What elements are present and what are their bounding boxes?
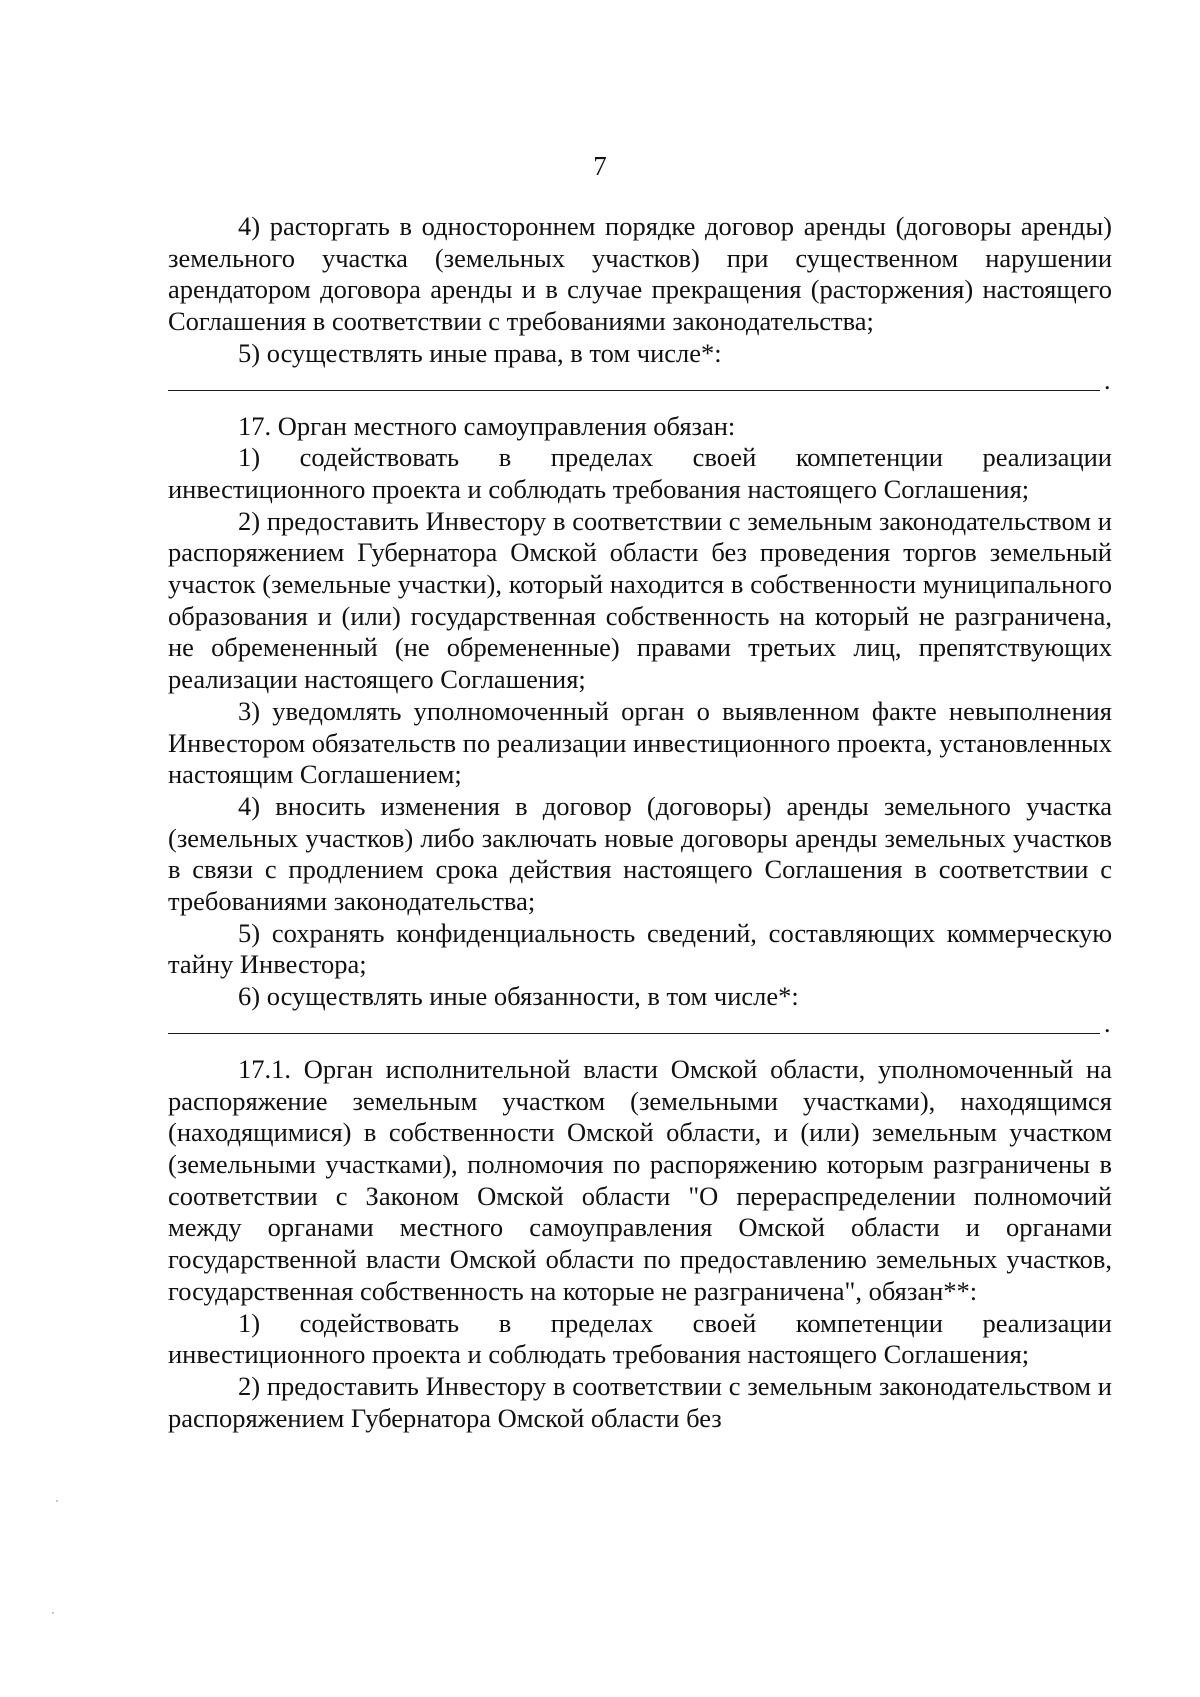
clause-16-item-5: 5) осуществлять иные права, в том числе*: — [238, 337, 722, 368]
clause-17-heading: 17. Орган местного самоуправления обязан: — [238, 410, 736, 441]
clause-17-item-4: 4) вносить изменения в договор (договоры) аренды земельного участка (земельных участков) либо заключать новые договоры аренды земельных участков в связи с продлением срока действия настоящего Соглашения в соответствии с требованиями законодательства; — [168, 790, 1112, 917]
page-number: 7 — [593, 151, 607, 181]
clause-17-1-item-1: 1) содействовать в пределах своей компетенции реализации инвестиционного проекта и соблюдать требования настоящего Соглашения; — [168, 1307, 1112, 1370]
scan-speck — [56, 1500, 58, 1502]
clause-17-item-6: 6) осуществлять иные обязанности, в том числе*: — [238, 981, 799, 1012]
blank-fill-line — [168, 365, 1112, 406]
scan-speck — [52, 1612, 54, 1614]
clause-17-1-heading: 17.1. Орган исполнительной власти Омской области, уполномоченный на распоряжение земельным участком (земельными участками), находящимся (находящимися) в собственности Омской области, и (или) земельным участком (земельными участками), полномочия по распоряжению которым разграничены в соответствии с Законом Омской области "О перераспределении полномочий между органами местного самоуправления Омской области и органами государственной власти Омской области по предоставлению земельных участков, государственная собственность на которые не разграничена", обязан**: — [168, 1053, 1112, 1306]
blank-fill-line — [168, 1008, 1112, 1049]
clause-17-1-item-2: 2) предоставить Инвестору в соответствии с земельным законодательством и распоряжением Губернатора Омской области без — [168, 1370, 1112, 1433]
clause-16-item-4: 4) расторгать в одностороннем порядке договор аренды (договоры аренды) земельного участка (земельных участков) при существенном нарушении арендатором договора аренды и в случае прекращения (расторжения) настоящего Соглашения в соответствии с требованиями законодательства; — [168, 211, 1112, 337]
document-body — [168, 211, 1112, 1434]
fill-line-period: . — [1104, 1008, 1111, 1038]
clause-17-item-2: 2) предоставить Инвестору в соответствии с земельным законодательством и распоряжением Губернатора Омской области без проведения торгов земельный участок (земельные участки), который находится в собственности муниципального образования и (или) государственная собственность на который не разграничена, не обремененный (не обремененные) правами третьих лиц, препятствующих реализации настоящего Соглашения; — [168, 505, 1112, 695]
clause-17-item-1: 1) содействовать в пределах своей компетенции реализации инвестиционного проекта и соблюдать требования настоящего Соглашения; — [168, 442, 1112, 504]
clause-17-item-5: 5) сохранять конфиденциальность сведений, составляющих коммерческую тайну Инвестора; — [168, 917, 1112, 980]
fill-line-rule — [168, 390, 1100, 391]
fill-line-rule — [168, 1033, 1100, 1034]
clause-17-item-3: 3) уведомлять уполномоченный орган о выявленном факте невыполнения Инвестором обязательств по реализации инвестиционного проекта, установленных настоящим Соглашением; — [168, 695, 1112, 790]
fill-line-period: . — [1104, 365, 1111, 395]
